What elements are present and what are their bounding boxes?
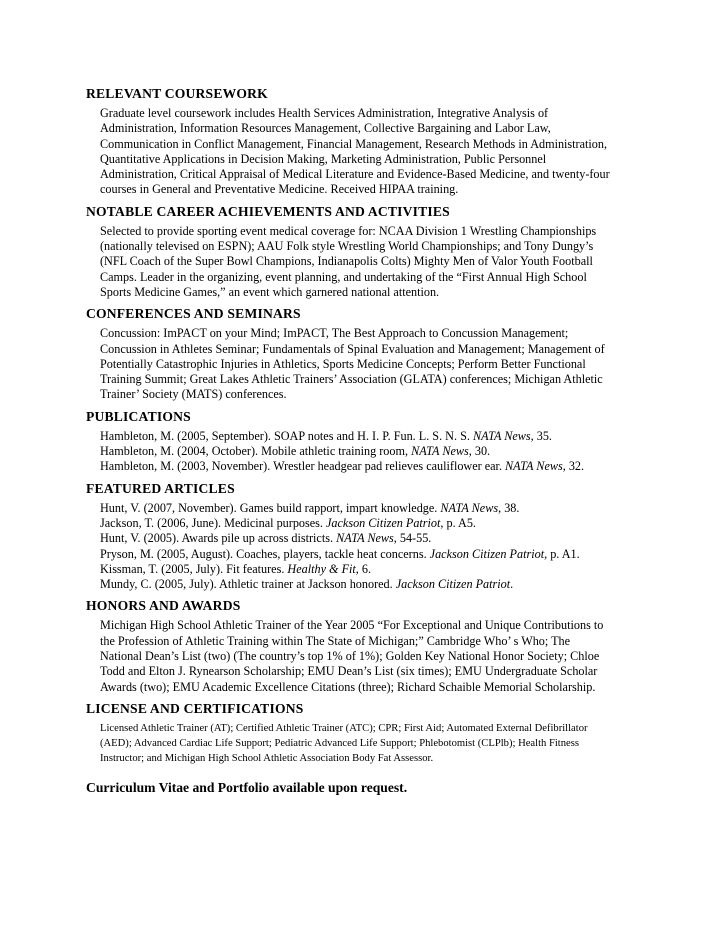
section-heading: RELEVANT COURSEWORK — [86, 86, 268, 101]
text-line: Administration, Information Resources Management, Collective Bargaining and Labor Law, — [100, 121, 551, 136]
text-line: Potentially Catastrophic Injuries in Athletics, Sports Medicine Concepts; Perform Better Functional — [100, 356, 586, 371]
citation-text: Kissman, T. (2005, July). Fit features. — [100, 561, 288, 576]
citation-suffix: , 35. — [530, 428, 552, 443]
text-line: Quantitative Applications in Decision Making, Marketing Administration, Public Personnel — [100, 151, 547, 166]
section-body — [100, 326, 646, 402]
text-line: courses in General and Preventative Medicine. Received HIPAA training. — [100, 182, 459, 197]
citation-line — [100, 577, 646, 592]
citation-suffix: , 54-55. — [393, 531, 432, 546]
citation-source: Jackson Citizen Patriot — [326, 515, 441, 530]
citation-line — [100, 501, 646, 516]
text-line: Michigan High School Athletic Trainer of the Year 2005 “For Exceptional and Unique Contributions to — [100, 618, 604, 633]
text-line: Todd and Elton J. Rynearson Scholarship; EMU Dean’s List (six times); EMU Undergraduate Scholar — [100, 664, 598, 679]
section-heading: PUBLICATIONS — [86, 408, 191, 424]
section-body — [100, 106, 646, 198]
citation-line — [100, 562, 646, 577]
text-line: Licensed Athletic Trainer (AT); Certified Athletic Trainer (ATC); CPR; First Aid; Automated External Defibrillator — [100, 722, 588, 734]
citation-text: Hambleton, M. (2003, November). Wrestler headgear pad relieves cauliflower ear. — [100, 459, 506, 474]
citation-line — [100, 459, 646, 474]
citation-source: NATA News — [336, 531, 394, 546]
text-line: the Profession of Athletic Training within The State of Michigan;” Cambridge Who’ s Who; The — [100, 633, 571, 648]
citation-source: Healthy & Fit — [287, 561, 356, 576]
text-line: Concussion in Athletes Seminar; Fundamentals of Spinal Evaluation and Management; Management of — [100, 341, 605, 356]
citation-source: NATA News — [440, 500, 499, 515]
text-line: Sports Medicine Games,” an event which garnered national attention. — [100, 284, 440, 299]
section-license — [86, 701, 646, 766]
section-achievements — [86, 204, 646, 300]
text-line: (nationally televised on ESPN); AAU Folk style Wrestling World Championships; and Tony Dungy’s — [100, 239, 594, 254]
citation-text: Pryson, M. (2005, August). Coaches, players, tackle heat concerns. — [100, 546, 430, 561]
section-heading: NOTABLE CAREER ACHIEVEMENTS AND ACTIVITIES — [86, 203, 450, 219]
text-line: Instructor; and Michigan High School Athletic Association Body Fat Assessor. — [100, 752, 434, 764]
citation-source: Jackson Citizen Patriot — [395, 577, 511, 592]
citation-text: Hambleton, M. (2004, October). Mobile athletic training room, — [100, 444, 412, 459]
citation-text: Hambleton, M. (2005, September). SOAP notes and H. I. P. Fun. L. S. N. S. — [100, 428, 473, 443]
section-body — [100, 429, 646, 475]
resume-page — [86, 86, 646, 796]
citation-source: NATA News — [411, 444, 469, 459]
citation-text: Mundy, C. (2005, July). Athletic trainer at Jackson honored. — [100, 577, 396, 592]
text-line: National Dean’s List (two) (The country’s top 1% of 1%); Golden Key National Honor Society; Chloe — [100, 649, 600, 664]
text-line: (AED); Advanced Cardiac Life Support; Pediatric Advanced Life Support; Phlebotomist (CLPlb); Health Fitness — [100, 737, 579, 749]
citation-line — [100, 429, 646, 444]
section-heading: LICENSE AND CERTIFICATIONS — [86, 700, 304, 716]
citation-text: Hunt, V. (2005). Awards pile up across districts. — [100, 531, 337, 546]
citation-suffix: . — [510, 577, 514, 592]
citation-line — [100, 547, 646, 562]
text-line: Training Summit; Great Lakes Athletic Trainers’ Association (GLATA) conferences; Michigan Athletic — [100, 372, 603, 387]
citation-source: NATA News — [472, 428, 531, 443]
citation-source: Jackson Citizen Patriot — [429, 546, 545, 561]
citation-text: Jackson, T. (2006, June). Medicinal purposes. — [100, 515, 326, 530]
text-line: Graduate level coursework includes Health Services Administration, Integrative Analysis of — [100, 106, 549, 120]
section-heading: HONORS AND AWARDS — [86, 598, 241, 614]
availability-note: Curriculum Vitae and Portfolio available upon request. — [86, 779, 408, 795]
text-line: Awards (two); EMU Academic Excellence Citations (three); Richard Schaible Memorial Scholarship. — [100, 679, 596, 694]
section-body — [100, 721, 646, 766]
citation-line — [100, 444, 646, 459]
section-body — [100, 618, 646, 694]
text-line: Communication in Conflict Management, Financial Management, Research Methods in Administration, — [100, 136, 608, 151]
section-body — [100, 224, 646, 300]
citation-suffix: , 38. — [498, 500, 520, 515]
citation-suffix: , 6. — [355, 561, 372, 576]
section-coursework — [86, 86, 646, 198]
text-line: Camps. Leader in the organizing, event planning, and undertaking of the “First Annual High School — [100, 269, 587, 284]
citation-line — [100, 531, 646, 546]
citation-text: Hunt, V. (2007, November). Games build rapport, impart knowledge. — [100, 500, 441, 515]
citation-suffix: , p. A5. — [440, 515, 476, 530]
section-honors — [86, 598, 646, 694]
section-heading: CONFERENCES AND SEMINARS — [86, 306, 301, 322]
text-line: Concussion: ImPACT on your Mind; ImPACT, The Best Approach to Concussion Management; — [100, 326, 569, 341]
citation-suffix: , 32. — [562, 459, 585, 474]
text-line: Selected to provide sporting event medical coverage for: NCAA Division 1 Wrestling Championships — [100, 223, 597, 238]
citation-suffix: , p. A1. — [544, 546, 580, 561]
section-heading: FEATURED ARTICLES — [86, 480, 235, 496]
section-articles — [86, 481, 646, 593]
text-line: Trainer’ Society (MATS) conferences. — [100, 387, 287, 402]
section-publications — [86, 409, 646, 475]
citation-source: NATA News — [505, 459, 563, 474]
text-line: Administration, Critical Appraisal of Medical Literature and Evidence-Based Medicine, and twenty-four — [100, 167, 610, 182]
section-body — [100, 501, 646, 593]
citation-suffix: , 30. — [468, 444, 491, 459]
citation-line — [100, 516, 646, 531]
text-line: (NFL Coach of the Super Bowl Champions, Indianapolis Colts) Mighty Men of Valor Youth Football — [100, 254, 593, 269]
section-conferences — [86, 306, 646, 402]
